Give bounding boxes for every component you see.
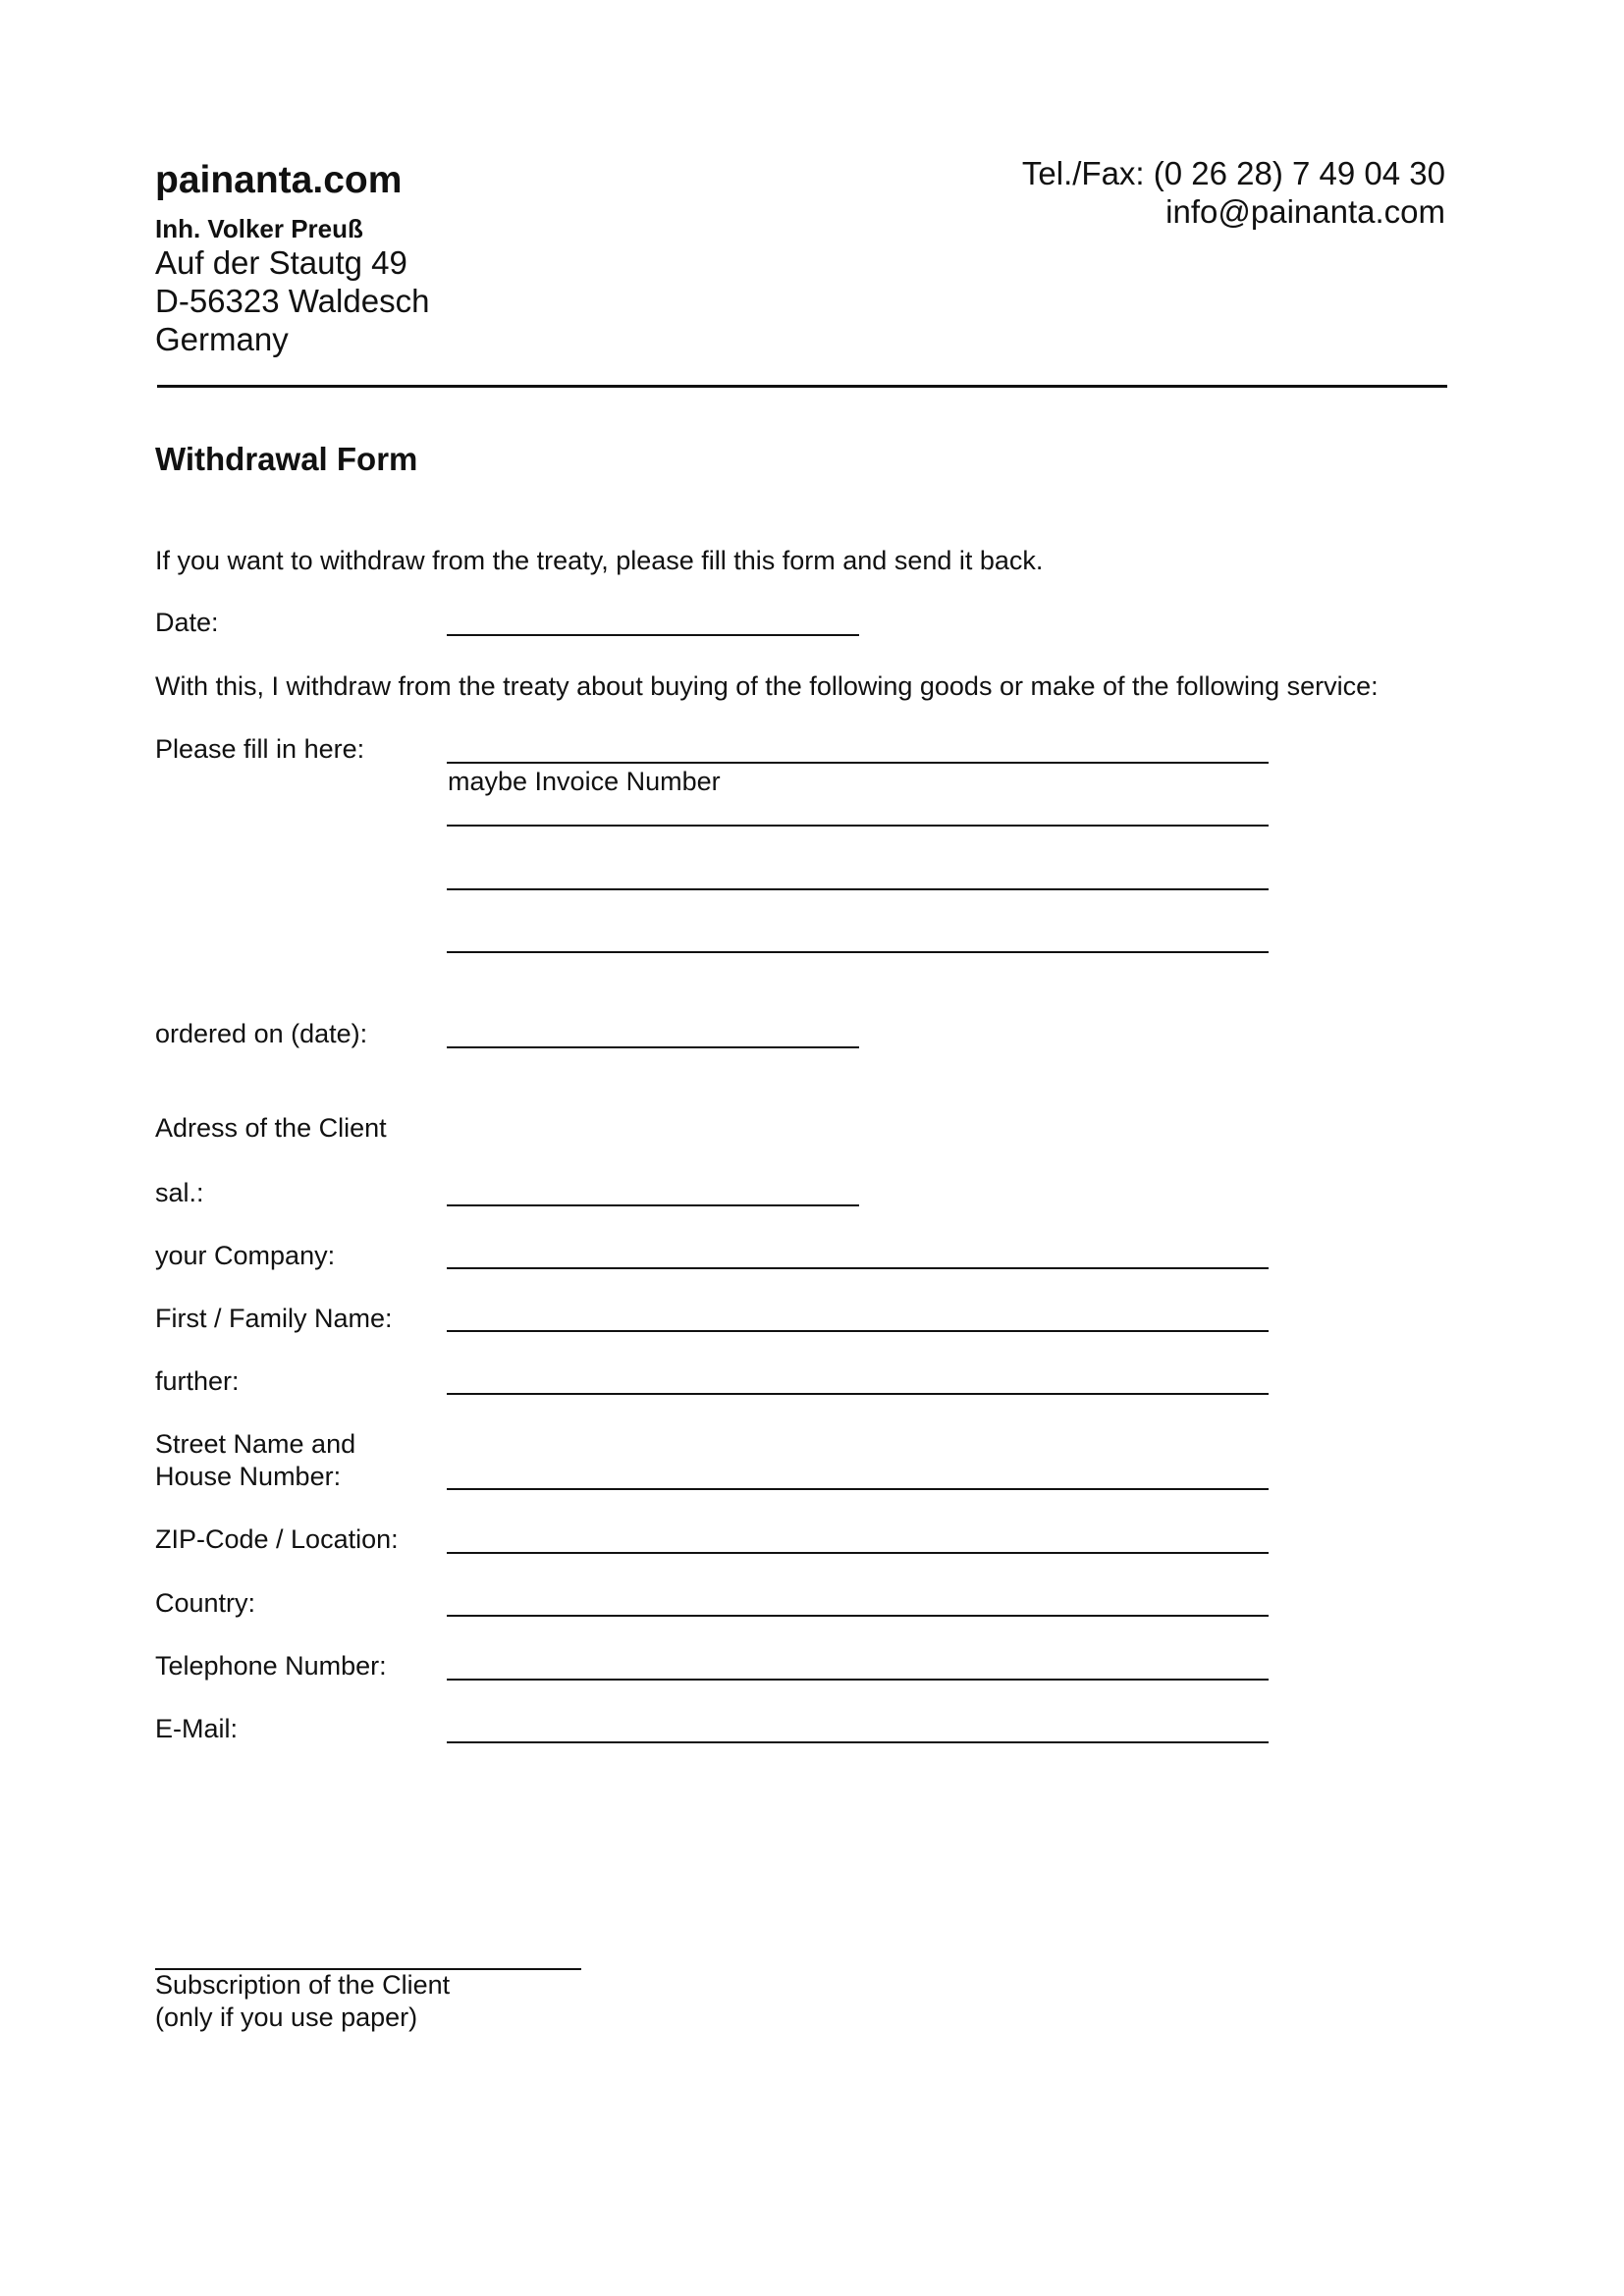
further-label: further: [155, 1366, 240, 1396]
header-divider [157, 385, 1447, 388]
company-logo-text: painanta.com [155, 159, 403, 201]
address-city: D-56323 Waldesch [155, 283, 430, 319]
withdraw-statement: With this, I withdraw from the treaty about buying of the following goods or make of the following service: [155, 671, 1379, 701]
name-field[interactable] [447, 1330, 1269, 1332]
form-intro: If you want to withdraw from the treaty, please fill this form and send it back. [155, 546, 1044, 575]
ordered-on-field[interactable] [447, 1046, 859, 1048]
name-label: First / Family Name: [155, 1304, 393, 1333]
street-label-line1: Street Name and [155, 1429, 356, 1459]
goods-line-4[interactable] [447, 951, 1269, 953]
invoice-hint: maybe Invoice Number [448, 767, 721, 796]
further-field[interactable] [447, 1393, 1269, 1395]
client-address-heading: Adress of the Client [155, 1113, 387, 1143]
email-field[interactable] [447, 1741, 1269, 1743]
address-country: Germany [155, 321, 289, 357]
contact-email[interactable]: info@painanta.com [1165, 193, 1445, 230]
address-street: Auf der Stautg 49 [155, 244, 407, 281]
fill-in-label: Please fill in here: [155, 734, 365, 764]
owner-name: Inh. Volker Preuß [155, 214, 363, 243]
zip-field[interactable] [447, 1552, 1269, 1554]
country-label: Country: [155, 1588, 256, 1618]
country-field[interactable] [447, 1615, 1269, 1617]
goods-line-2[interactable] [447, 825, 1269, 827]
company-label: your Company: [155, 1241, 336, 1270]
ordered-on-label: ordered on (date): [155, 1019, 368, 1048]
phone-field[interactable] [447, 1679, 1269, 1681]
salutation-field[interactable] [447, 1204, 859, 1206]
form-title: Withdrawal Form [155, 441, 418, 477]
email-label: E-Mail: [155, 1714, 239, 1743]
signature-label-line2: (only if you use paper) [155, 2002, 418, 2032]
zip-label: ZIP-Code / Location: [155, 1524, 399, 1554]
contact-phone: Tel./Fax: (0 26 28) 7 49 04 30 [1021, 155, 1445, 191]
street-field[interactable] [447, 1488, 1269, 1490]
company-field[interactable] [447, 1267, 1269, 1269]
goods-line-1[interactable] [447, 762, 1269, 764]
phone-label: Telephone Number: [155, 1651, 387, 1681]
street-label-line2: House Number: [155, 1462, 342, 1491]
date-label: Date: [155, 608, 219, 637]
date-field[interactable] [447, 634, 859, 636]
goods-line-3[interactable] [447, 888, 1269, 890]
signature-label-line1: Subscription of the Client [155, 1970, 451, 2000]
salutation-label: sal.: [155, 1178, 204, 1207]
